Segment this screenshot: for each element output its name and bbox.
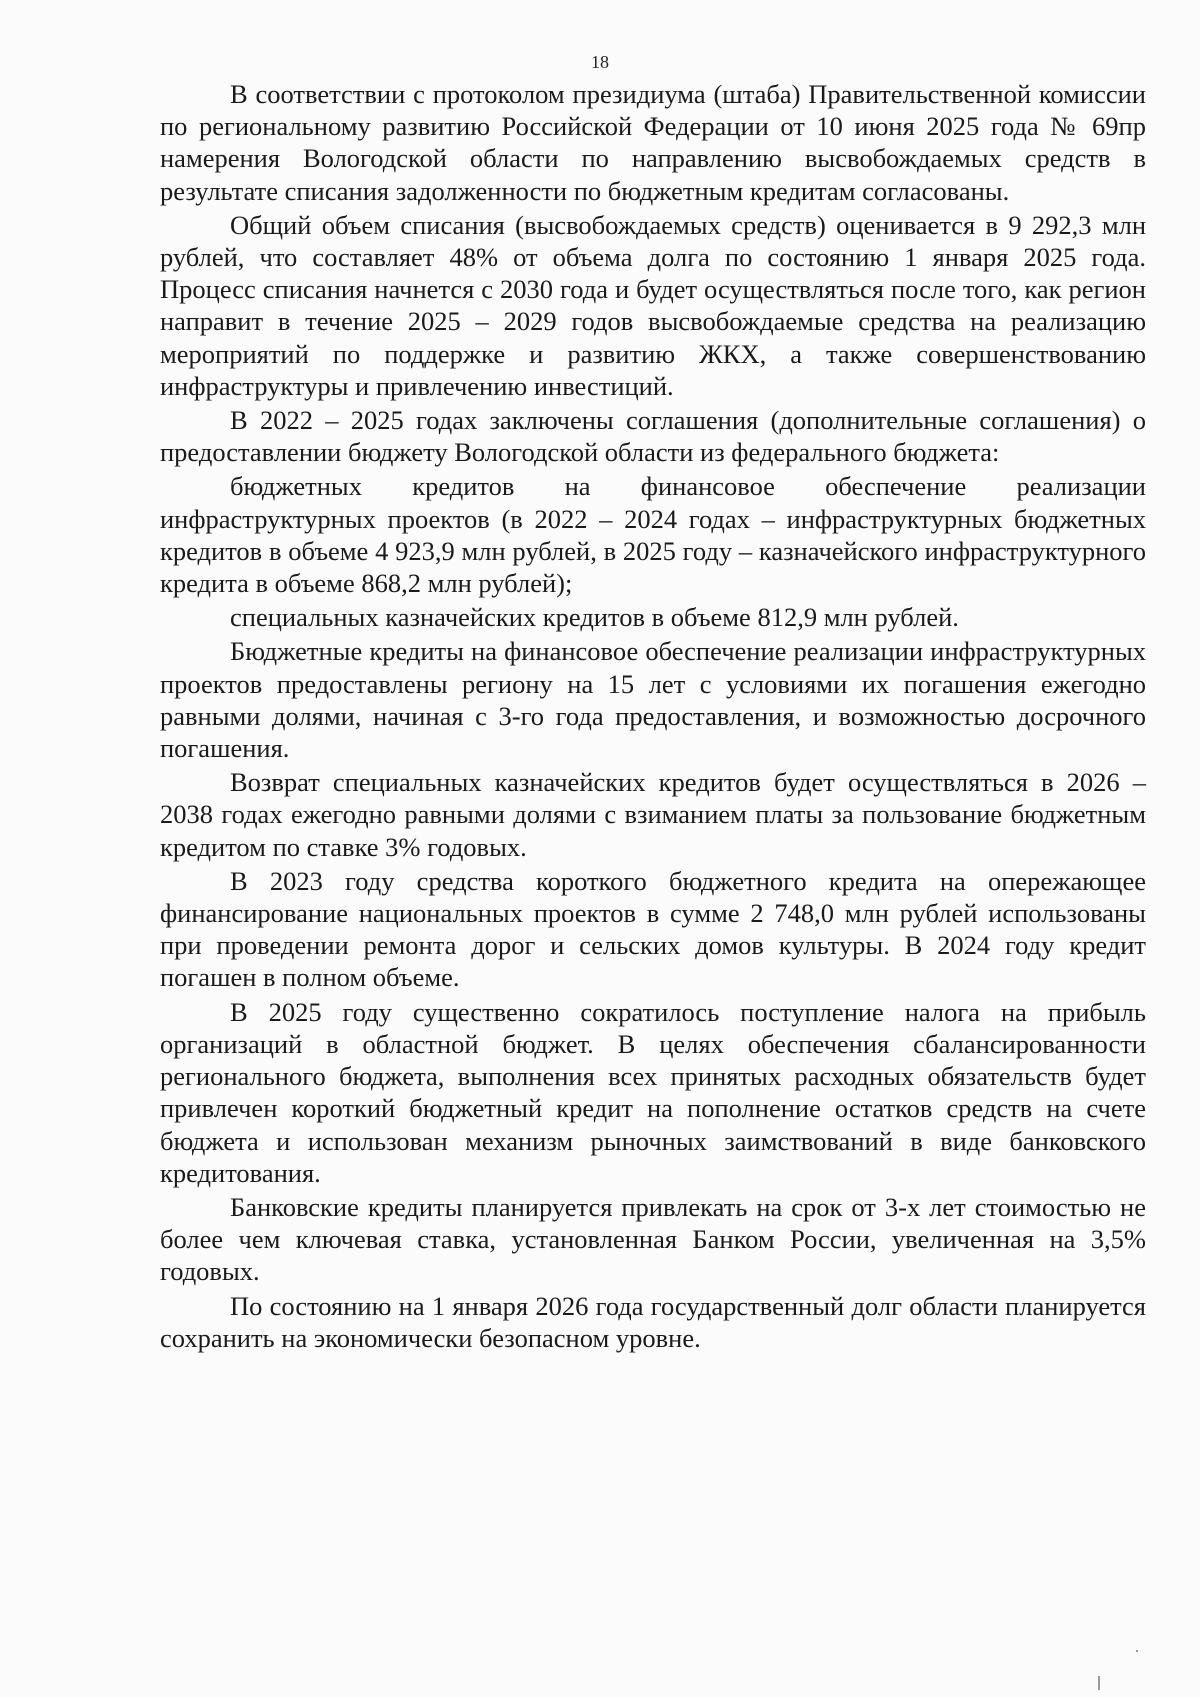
document-body [160,78,1146,1356]
scan-artifact-mark [1098,1676,1100,1690]
paragraph-agreements: В 2022 – 2025 годах заключены соглашения (дополнительные соглашения) о предоставлении бюджету Вологодской области из федерального бюджета: [160,405,1146,468]
paragraph-state-debt-2026: По состоянию на 1 января 2026 года государственный долг области планируется сохранить на экономически безопасном уровне. [160,1290,1146,1353]
paragraph-credit-terms: Бюджетные кредиты на финансовое обеспечение реализации инфраструктурных проектов предоставлены региону на 15 лет с условиями их погашения ежегодно равными долями, начиная с 3-го года предоставления, и возможностью досрочного погашения. [160,636,1146,764]
paragraph-tax-revenue-2025: В 2025 году существенно сократилось поступление налога на прибыль организаций в областной бюджет. В целях обеспечения сбалансированности регионального бюджета, выполнения всех принятых расходных обязательств будет привлечен короткий бюджетный кредит на пополнение остатков средств на счете бюджета и использован механизм рыночных заимствований в виде банковского кредитования. [160,996,1146,1188]
paragraph-repayment: Возврат специальных казначейских кредитов будет осуществляться в 2026 – 2038 годах ежегодно равными долями с взиманием платы за пользование бюджетным кредитом по ставке 3% годовых. [160,767,1146,862]
scan-artifact-dot [1136,1650,1138,1652]
paragraph-write-off-volume: Общий объем списания (высвобождаемых средств) оценивается в 9 292,3 млн рублей, что составляет 48% от объема долга по состоянию 1 января 2025 года. Процесс списания начнется с 2030 года и будет осуществляться после того, как регион направит в течение 2025 – 2029 годов высвобождаемые средства на реализацию мероприятий по поддержке и развитию ЖКХ, а также совершенствованию инфраструктуры и привлечению инвестиций. [160,209,1146,401]
page-number: 18 [591,52,609,72]
paragraph-bank-loans: Банковские кредиты планируется привлекать на срок от 3-х лет стоимостью не более чем ключевая ставка, установленная Банком России, увеличенная на 3,5% годовых. [160,1191,1146,1287]
paragraph-infrastructure-credits: бюджетных кредитов на финансовое обеспечение реализации инфраструктурных проектов (в 2022 – 2024 годах – инфраструктурных бюджетных кредитов в объеме 4 923,9 млн рублей, в 2025 году – казначейского инфраструктурного кредита в объеме 868,2 млн рублей); [160,471,1146,599]
paragraph-special-treasury-credits: специальных казначейских кредитов в объеме 812,9 млн рублей. [230,602,959,633]
paragraph-commission-protocol: В соответствии с протоколом президиума (штаба) Правительственной комиссии по региональному развитию Российской Федерации от 10 июня 2025 года № 69пр намерения Вологодской области по направлению высвобождаемых средств в результате списания задолженности по бюджетным кредитам согласованы. [160,79,1146,206]
paragraph-short-credit-2023: В 2023 году средства короткого бюджетного кредита на опережающее финансирование национальных проектов в сумме 2 748,0 млн рублей использованы при проведении ремонта дорог и сельских домов культуры. В 2024 году кредит погашен в полном объеме. [160,865,1146,993]
